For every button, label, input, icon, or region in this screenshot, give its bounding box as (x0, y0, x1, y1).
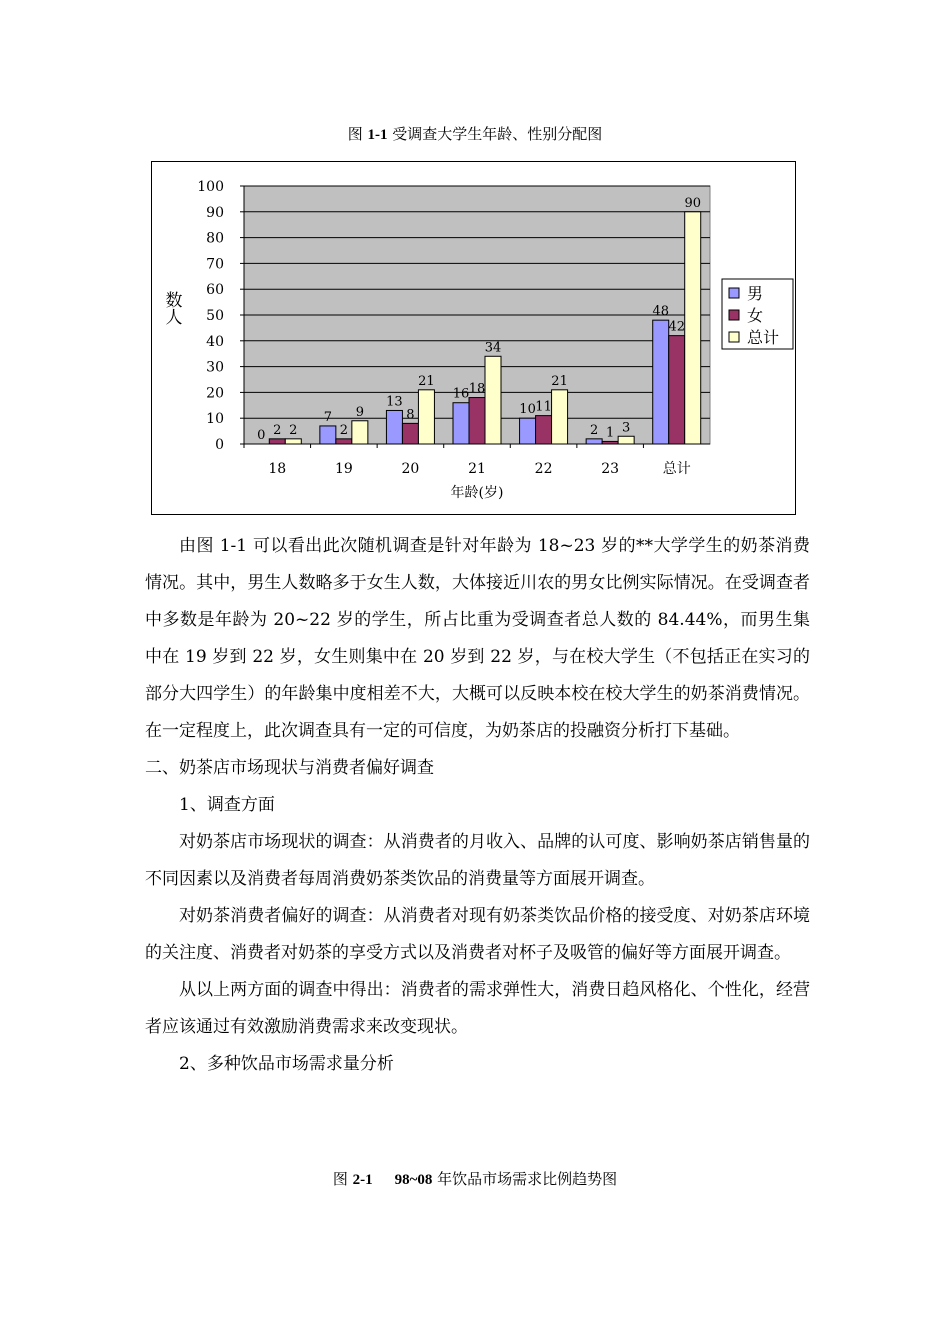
data-label: 11 (535, 399, 552, 415)
figure-1-caption (0, 124, 950, 145)
y-tick-label: 0 (215, 437, 224, 453)
legend-label: 总计 (747, 328, 780, 347)
bar-女 (336, 439, 352, 444)
x-tick-label: 23 (601, 461, 620, 477)
legend-swatch (729, 332, 739, 342)
data-label: 2 (339, 422, 348, 438)
bar-男 (320, 426, 336, 444)
bar-女 (536, 416, 552, 444)
bar-男 (586, 439, 602, 444)
bar-男 (520, 418, 536, 444)
data-label: 0 (257, 428, 266, 443)
data-label: 8 (406, 407, 415, 423)
x-tick-label: 21 (468, 461, 486, 477)
subsection-heading-2: 2、多种饮品市场需求量分析 (179, 1054, 394, 1074)
caption-number: 2-1 (352, 1172, 373, 1188)
x-tick-label: 20 (401, 461, 420, 477)
x-axis-title: 年龄(岁) (450, 485, 504, 501)
data-label: 3 (622, 420, 631, 436)
data-label: 34 (484, 340, 502, 356)
bar-男 (453, 403, 469, 444)
x-tick-label: 18 (268, 461, 287, 477)
data-label: 9 (355, 404, 364, 420)
y-axis-title-char: 数 (165, 291, 183, 311)
paragraph-analysis: 由图 1-1 可以看出此次随机调查是针对年龄为 18~23 岁的**大学学生的奶茶消费情况。其中，男生人数略多于女生人数，大体接近川农的男女比例实际情况。在受调查者中多数是年龄为 20~22 岁的学生，所占比重为受调查者总人数的 84.44%，而男生集中在 19 岁到 22 岁，女生则集中在 20 岁到 22 岁，与在校大学生（不包括正在实习的部分大四学生）的年龄集中度相差不大，大概可以反映本校在校大学生的奶茶消费情况。在一定程度上，此次调查具有一定的可信度，为奶茶店的投融资分析打下基础。 (145, 536, 810, 741)
legend-swatch (729, 288, 739, 298)
data-label: 2 (289, 422, 298, 438)
paragraph-preference-survey: 对奶茶消费者偏好的调查：从消费者对现有奶茶类饮品价格的接受度、对奶茶店环境的关注度、消费者对奶茶的享受方式以及消费者对杯子及吸管的偏好等方面展开调查。 (145, 906, 810, 963)
data-label: 7 (323, 409, 332, 425)
data-label: 1 (606, 425, 615, 441)
bar-总计 (552, 390, 568, 444)
bar-chart-svg (152, 162, 797, 516)
caption-years: 98~08 (394, 1172, 433, 1188)
bar-女 (602, 441, 618, 444)
caption-prefix: 图 (347, 125, 368, 143)
data-label: 90 (684, 195, 701, 211)
legend-label: 男 (747, 284, 764, 303)
y-tick-label: 60 (206, 282, 224, 299)
data-label: 18 (468, 381, 486, 397)
data-label: 2 (590, 422, 599, 438)
bar-总计 (418, 390, 434, 444)
bar-总计 (685, 212, 701, 444)
bar-女 (669, 336, 685, 444)
y-tick-label: 70 (206, 256, 224, 273)
data-label: 42 (668, 319, 685, 335)
y-tick-label: 80 (206, 230, 224, 247)
figure-2-caption (0, 1169, 950, 1190)
y-tick-label: 20 (206, 385, 224, 402)
bar-男 (386, 410, 402, 444)
caption-prefix: 图 (332, 1170, 353, 1188)
x-tick-label: 总计 (662, 461, 691, 477)
y-tick-label: 100 (197, 179, 224, 195)
bar-总计 (618, 436, 634, 444)
x-tick-label: 19 (334, 461, 353, 477)
bar-女 (269, 439, 285, 444)
body-text (145, 528, 810, 1083)
y-tick-label: 30 (206, 359, 224, 376)
data-label: 16 (452, 386, 470, 402)
bar-总计 (352, 421, 368, 444)
bar-女 (469, 398, 485, 444)
y-tick-label: 90 (206, 204, 224, 221)
bar-男 (653, 320, 669, 444)
subsection-heading-1: 1、调查方面 (179, 795, 275, 815)
figure-1-chart (151, 161, 796, 515)
x-tick-label: 22 (534, 461, 553, 477)
y-tick-label: 40 (206, 333, 224, 350)
data-label: 13 (386, 394, 403, 410)
caption-title: 受调查大学生年龄、性别分配图 (387, 125, 603, 143)
bar-总计 (285, 439, 301, 444)
y-axis-title-char: 人 (165, 308, 183, 328)
paragraph-market-survey: 对奶茶店市场现状的调查：从消费者的月收入、品牌的认可度、影响奶茶店销售量的不同因素以及消费者每周消费奶茶类饮品的消费量等方面展开调查。 (145, 832, 810, 889)
caption-title: 年饮品市场需求比例趋势图 (432, 1170, 618, 1188)
y-tick-label: 50 (206, 308, 224, 324)
section-heading-2: 二、奶茶店市场现状与消费者偏好调查 (145, 758, 434, 778)
data-label: 2 (273, 422, 282, 438)
data-label: 21 (418, 373, 435, 389)
data-label: 21 (551, 373, 568, 389)
data-label: 10 (519, 402, 536, 418)
data-label: 48 (652, 304, 669, 320)
legend-swatch (729, 310, 739, 320)
bar-总计 (485, 356, 501, 444)
paragraph-conclusion: 从以上两方面的调查中得出：消费者的需求弹性大，消费日趋风格化、个性化，经营者应该通过有效激励消费需求来改变现状。 (145, 980, 810, 1037)
y-tick-label: 10 (206, 411, 224, 428)
caption-number: 1-1 (367, 127, 388, 143)
bar-女 (402, 423, 418, 444)
legend-label: 女 (747, 306, 764, 325)
